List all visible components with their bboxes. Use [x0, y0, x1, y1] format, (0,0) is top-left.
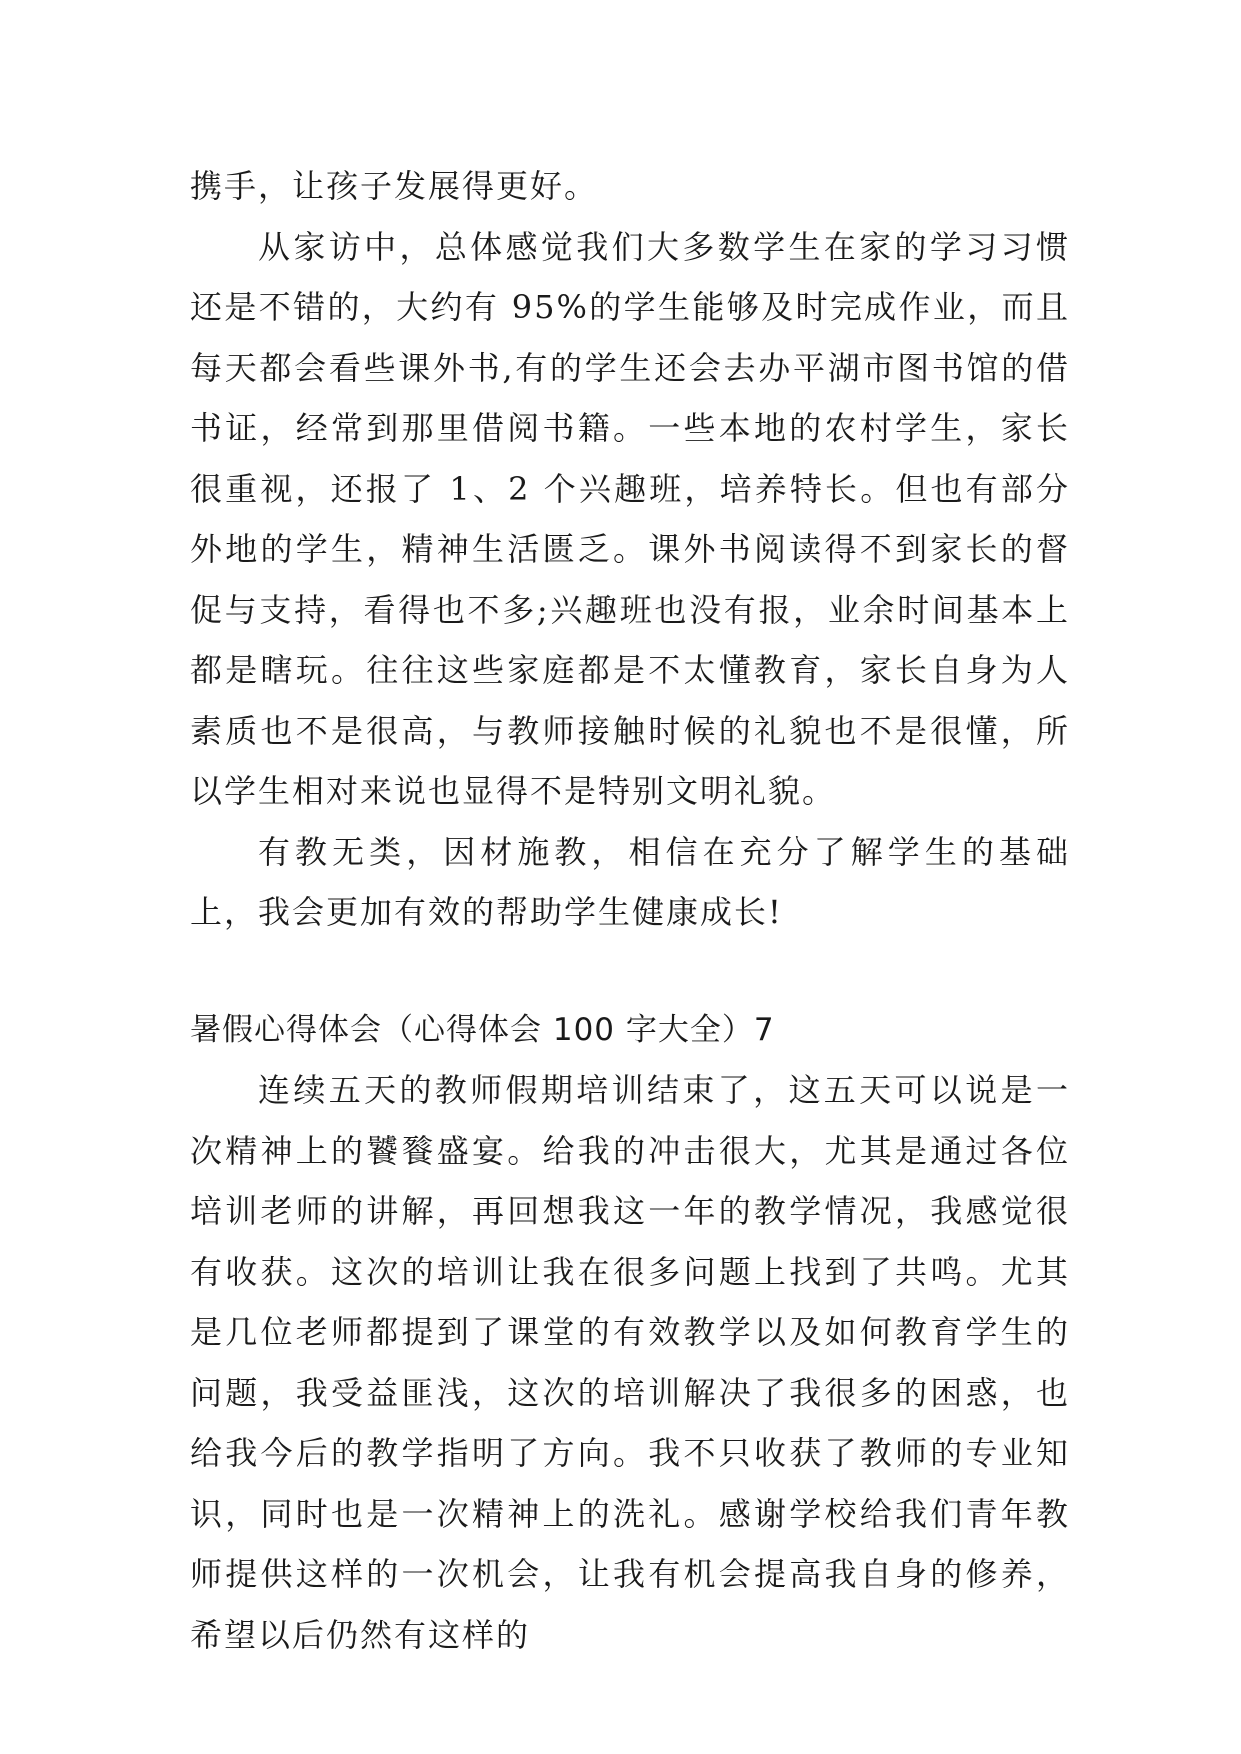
section-heading: 暑假心得体会（心得体会 100 字大全）7: [190, 1011, 775, 1048]
paragraph-home-visit: 从家访中，总体感觉我们大多数学生在家的学习习惯还是不错的，大约有 95%的学生能够及时完成作业，而且每天都会看些课外书,有的学生还会去办平湖市图书馆的借书证，经常到那里借阅书籍。一些本地的农村学生，家长很重视，还报了 1、2 个兴趣班，培养特长。但也有部分外地的学生，精神生活匮乏。课外书阅读得不到家长的督促与支持，看得也不多;兴趣班也没有报，业余时间基本上都是瞎玩。往往这些家庭都是不太懂教育，家长自身为人素质也不是很高，与教师接触时候的礼貌也不是很懂，所以学生相对来说也显得不是特别文明礼貌。: [190, 227, 1070, 810]
paragraph-continuation: 携手，让孩子发展得更好。: [190, 167, 599, 205]
paragraph-training: 连续五天的教师假期培训结束了，这五天可以说是一次精神上的饕餮盛宴。给我的冲击很大，尤其是通过各位培训老师的讲解，再回想我这一年的教学情况，我感觉很有收获。这次的培训让我在很多问题上找到了共鸣。尤其是几位老师都提到了课堂的有效教学以及如何教育学生的问题，我受益匪浅，这次的培训解决了我很多的困惑，也给我今后的教学指明了方向。我不只收获了教师的专业知识，同时也是一次精神上的洗礼。感谢学校给我们青年教师提供这样的一次机会，让我有机会提高我自身的修养，希望以后仍然有这样的: [190, 1071, 1070, 1654]
document-body: [190, 156, 1070, 1665]
paragraph-conclusion: 有教无类，因材施教，相信在充分了解学生的基础上，我会更加有效的帮助学生健康成长!: [190, 832, 1070, 931]
